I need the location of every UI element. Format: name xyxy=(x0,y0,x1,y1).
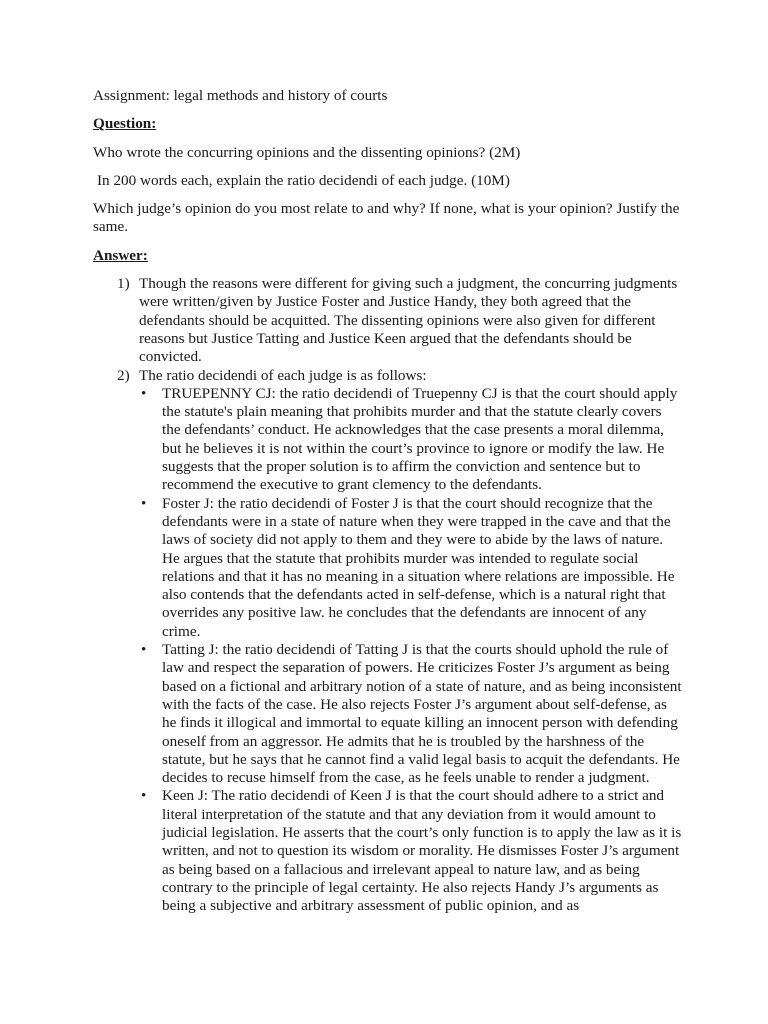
question-1: Who wrote the concurring opinions and the dissenting opinions? (2M) xyxy=(93,143,521,161)
judge-text: Keen J: The ratio decidendi of Keen J is that the court should adhere to a strict and literal interpretation of the statute and that any deviation from it would amount to judicial legislation. He asserts that the court’s only function is to apply the law as it is written, and not to question its wisdom or morality. He dismisses Foster J’s argument as being based on a fallacious and irrelevant appeal to nature law, and as being contrary to the principle of legal certainty. He also rejects Handy J’s arguments as being a subjective and arbitrary assessment of public opinion, and as xyxy=(162,787,682,915)
question-heading: Question: xyxy=(93,115,157,133)
judge-text: Foster J: the ratio decidendi of Foster J is that the court should recognize that the defendants were in a state of nature when they were trapped in the cave and that the laws of society did not apply to them and they were to abide by the laws of nature. He argues that the statute that prohibits murder was intended to regulate social relations and that it has no meaning in a situation where relations are impossible. He also contends that the defendants acted in self-defense, which is a natural right that overrides any positive law. he concludes that the defendants are innocent of any crime. xyxy=(162,494,675,640)
answer-item-2 xyxy=(93,367,683,916)
bullet-icon: • xyxy=(141,642,147,659)
question-3: Which judge’s opinion do you most relate to and why? If none, what is your opinion? Justify the same. xyxy=(93,200,680,236)
answer-text: The ratio decidendi of each judge is as follows: xyxy=(139,366,427,384)
bullet-icon: • xyxy=(141,385,147,402)
answer-text: Though the reasons were different for giving such a judgment, the concurring judgments were written/given by Justice Foster and Justice Handy, they both agreed that the defendants should be acquitted. The dissenting opinions were also given for different reasons but Justice Tatting and Justice Keen argued that the defendants should be convicted. xyxy=(139,275,678,366)
question-2: In 200 words each, explain the ratio decidendi of each judge. (10M) xyxy=(97,171,510,189)
answer-number: 1) xyxy=(117,275,130,293)
document-title: Assignment: legal methods and history of courts xyxy=(93,87,388,104)
answer-number: 2) xyxy=(117,366,130,384)
answer-list xyxy=(93,275,683,915)
judge-item-foster xyxy=(139,495,683,641)
answer-item-1 xyxy=(93,275,683,366)
judge-item-keen xyxy=(139,787,683,915)
document-page xyxy=(93,87,683,915)
judge-item-tatting xyxy=(139,641,683,787)
judge-list xyxy=(139,385,683,916)
bullet-icon: • xyxy=(141,495,147,512)
judge-item-truepenny xyxy=(139,385,683,495)
judge-text: TRUEPENNY CJ: the ratio decidendi of Truepenny CJ is that the court should apply the statute's plain meaning that prohibits murder and that the statute clearly covers the defendants’ conduct. He acknowledges that the case presents a moral dilemma, but he believes it is not within the court’s province to ignore or modify the law. He suggests that the proper solution is to affirm the conviction and sentence but to recommend the executive to grant clemency to the defendants. xyxy=(162,384,678,494)
bullet-icon: • xyxy=(141,788,147,805)
judge-text: Tatting J: the ratio decidendi of Tatting J is that the courts should uphold the rule of law and respect the separation of powers. He criticizes Foster J’s argument as being based on a fictional and arbitrary notion of a state of nature, and as being inconsistent with the facts of the case. He also rejects Foster J’s argument about self-defense, as he finds it illogical and immortal to equate killing an innocent person with defending oneself from an aggressor. He admits that he is troubled by the harshness of the statute, but he says that he cannot find a valid legal basis to acquit the defendants. He decides to recuse himself from the case, as he feels unable to render a judgment. xyxy=(162,641,682,787)
answer-heading: Answer: xyxy=(93,246,148,264)
